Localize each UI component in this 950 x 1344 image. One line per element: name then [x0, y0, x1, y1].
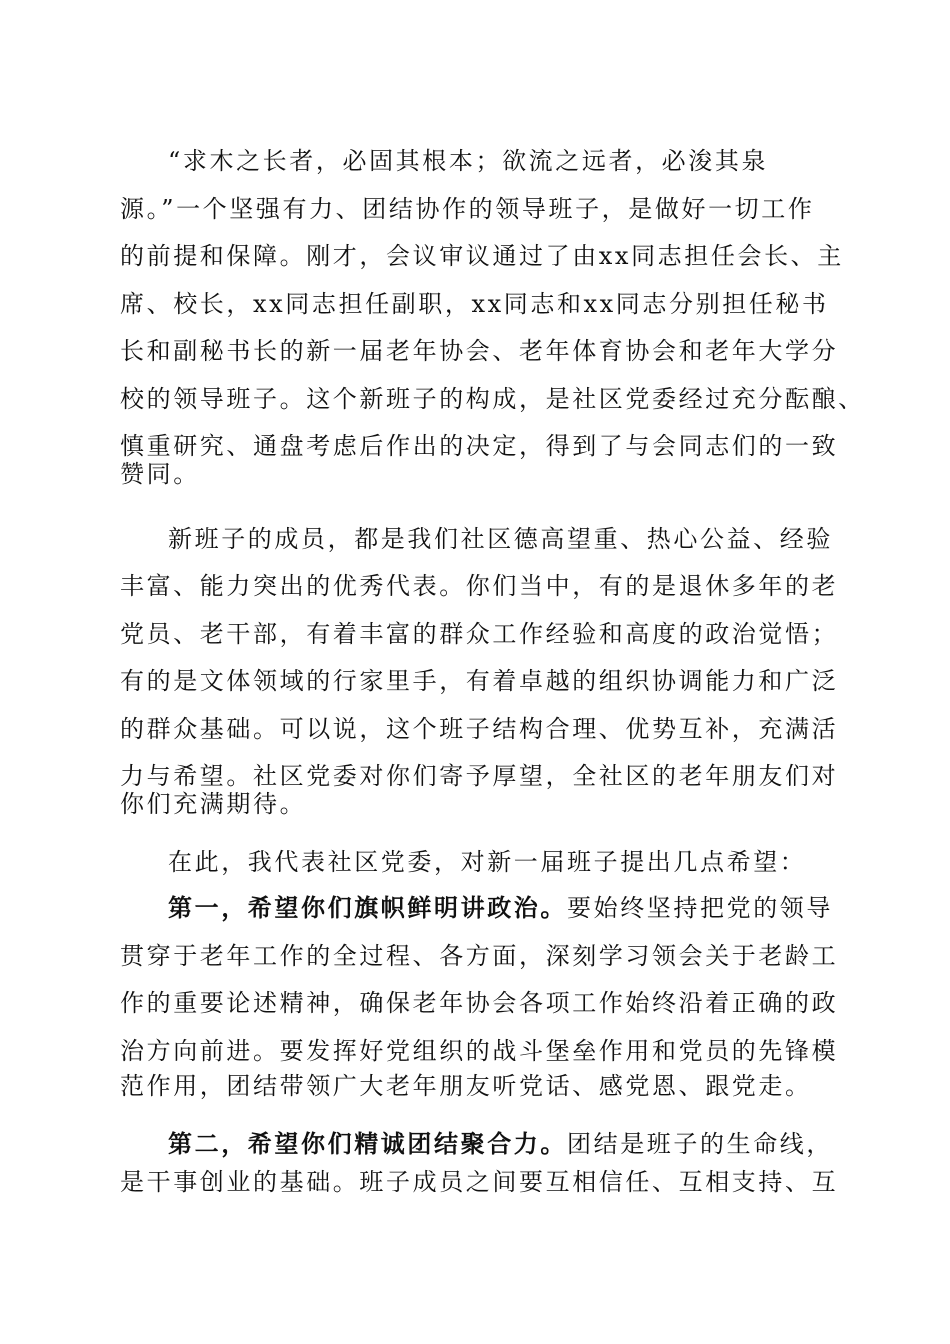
text-line: 丰富、能力突出的优秀代表。你们当中，有的是退休多年的老 — [120, 572, 839, 600]
text-line: 的群众基础。可以说，这个班子结构合理、优势互补，充满活 — [120, 715, 839, 743]
point-one-heading: 第一，希望你们旗帜鲜明讲政治。 — [168, 893, 567, 922]
text-line: 慎重研究、通盘考虑后作出的决定，得到了与会同志们的一致 — [120, 432, 839, 460]
point-two-heading: 第二，希望你们精诚团结聚合力。 — [168, 1129, 567, 1158]
text-line: 长和副秘书长的新一届老年协会、老年体育协会和老年大学分 — [120, 337, 839, 365]
text-line: 源。”一个坚强有力、团结协作的领导班子，是做好一切工作 — [120, 195, 815, 223]
point-two-text: 团结是班子的生命线， — [567, 1130, 833, 1158]
text-line: 席、校长，xx同志担任副职，xx同志和xx同志分别担任秘书 — [120, 290, 829, 318]
text-line: 你们充满期待。 — [120, 790, 307, 818]
text-line: 贯穿于老年工作的全过程、各方面，深刻学习领会关于老龄工 — [120, 942, 839, 970]
text-line: 作的重要论述精神，确保老年协会各项工作始终沿着正确的政 — [120, 989, 839, 1017]
text-line: 治方向前进。要发挥好党组织的战斗堡垒作用和党员的先锋模 — [120, 1037, 839, 1065]
point-two-line — [168, 1128, 833, 1160]
text-line: 是干事创业的基础。班子成员之间要互相信任、互相支持、互 — [120, 1168, 839, 1196]
text-line: 有的是文体领域的行家里手，有着卓越的组织协调能力和广泛 — [120, 667, 839, 695]
text-line: 在此，我代表社区党委，对新一届班子提出几点希望： — [168, 848, 807, 876]
text-line: 力与希望。社区党委对你们寄予厚望，全社区的老年朋友们对 — [120, 762, 839, 790]
text-line: “求木之长者，必固其根本；欲流之远者，必浚其泉 — [168, 147, 769, 175]
text-line: 赞同。 — [120, 460, 200, 488]
text-line: 新班子的成员，都是我们社区德高望重、热心公益、经验 — [168, 525, 833, 553]
text-line: 党员、老干部，有着丰富的群众工作经验和高度的政治觉悟； — [120, 620, 839, 648]
point-one-line — [168, 892, 833, 924]
text-line: 校的领导班子。这个新班子的构成，是社区党委经过充分酝酿、 — [120, 385, 865, 413]
text-line: 范作用，团结带领广大老年朋友听党话、感党恩、跟党走。 — [120, 1072, 812, 1100]
point-one-text: 要始终坚持把党的领导 — [567, 894, 833, 922]
text-line: 的前提和保障。刚才，会议审议通过了由xx同志担任会长、主 — [120, 242, 844, 270]
